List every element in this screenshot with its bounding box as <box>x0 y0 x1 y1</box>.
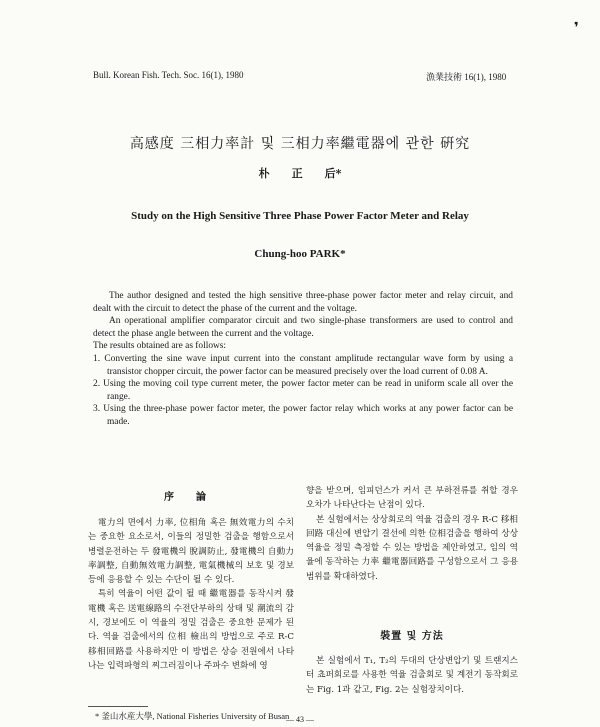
right-column-methods <box>306 654 518 697</box>
abstract-paragraph: An operational amplifier comparator circuit and two single-phase transformers are used to control and detect the phase angle between the current and the voltage. <box>93 316 513 339</box>
body-paragraph: 본 실험에서 T₁, T₂의 두대의 단상변압기 및 트랜지스터 쵸퍼회로를 사용한 역율 검출회로 및 계전기 동작회로는 Fig. 1과 같고, Fig. 2는 실험장치이다. <box>306 656 518 695</box>
right-column <box>306 484 518 584</box>
author-english: Chung-hoo PARK* <box>254 248 346 260</box>
section-heading-introduction: 序 論 <box>164 492 212 503</box>
scan-mark: ❜ <box>574 20 579 36</box>
page-number: — 43 — <box>286 715 314 724</box>
abstract-paragraph: The results obtained are as follows: <box>93 341 227 352</box>
abstract <box>93 290 513 429</box>
footnote: * 釜山水産大學, National Fisheries University of Busan <box>95 711 290 721</box>
journal-citation: Bull. Korean Fish. Tech. Soc. 16(1), 1980 <box>93 70 244 80</box>
journal-citation-ko: 漁業技術 16(1), 1980 <box>426 72 507 82</box>
result-item: 1. Converting the sine wave input current into the constant amplitude rectangular wave form by using a transistor chopper circuit, the power factor can be measured precisely over the load current of 0.08 A. <box>93 353 513 377</box>
result-item: 2. Using the moving coil type current meter, the power factor meter can be read in uniform scale all over the range. <box>93 379 513 402</box>
body-paragraph: 본 실험에서는 상상회로의 역율 검출의 경우 R-C 移相回路 대신에 변압기 결선에 의한 位相검출을 행하여 상상역율을 정밀 측정할 수 있는 방법을 제안하였고, 임의 역율에 동작하는 力率 繼電器回路를 구성함으로서 그 응용범위를 확대하였다. <box>306 514 518 582</box>
body-paragraph: 電力의 면에서 力率, 位相角 혹은 無效電力의 수치는 중요한 요소로서, 이들의 정밀한 검출을 행함으로서 병렬운전하는 두 發電機의 脫調防止, 發電機의 自動力率調整, 自動無效電力調整, 電氣機械의 보호 및 경보등에 응용할 수 있는 수단이 될 수 있다. <box>88 518 294 586</box>
author-korean: 朴 正 后* <box>258 167 342 180</box>
abstract-paragraph: The author designed and tested the high sensitive three-phase power factor meter and relay circuit, and dealt with the circuit to detect the phase of the current and the voltage. <box>93 291 513 314</box>
result-item: 3. Using the three-phase power factor meter, the power factor relay which works at any power factor can be made. <box>93 404 513 427</box>
body-paragraph: 향을 받으며, 임피던스가 커서 큰 부하전류를 취할 경우 오차가 나타난다는 난점이 있다. <box>306 486 518 511</box>
title-english: Study on the High Sensitive Three Phase Power Factor Meter and Relay <box>131 210 469 222</box>
footnote-rule <box>88 706 148 707</box>
body-paragraph: 특히 역율이 어떤 값이 될 때 繼電器를 동작시켜 發電機 혹은 送電線路의 수전단부하의 상태 및 潮流의 감시, 경보에도 이 역율의 정밀 검출은 중요한 문제가 된다. 역율 검출에서의 位相 檢出의 방법으로 주로 R-C 移相回路를 사용하지만 이 방법은 상승 전원에서 나타나는 입력파형의 찌그러짐이나 주파수 변화에 영 <box>88 589 294 671</box>
left-column <box>88 516 294 673</box>
title-korean: 高感度 三相力率計 및 三相力率繼電器에 관한 硏究 <box>129 136 471 152</box>
section-heading-methods: 裝置 및 方法 <box>380 631 444 642</box>
